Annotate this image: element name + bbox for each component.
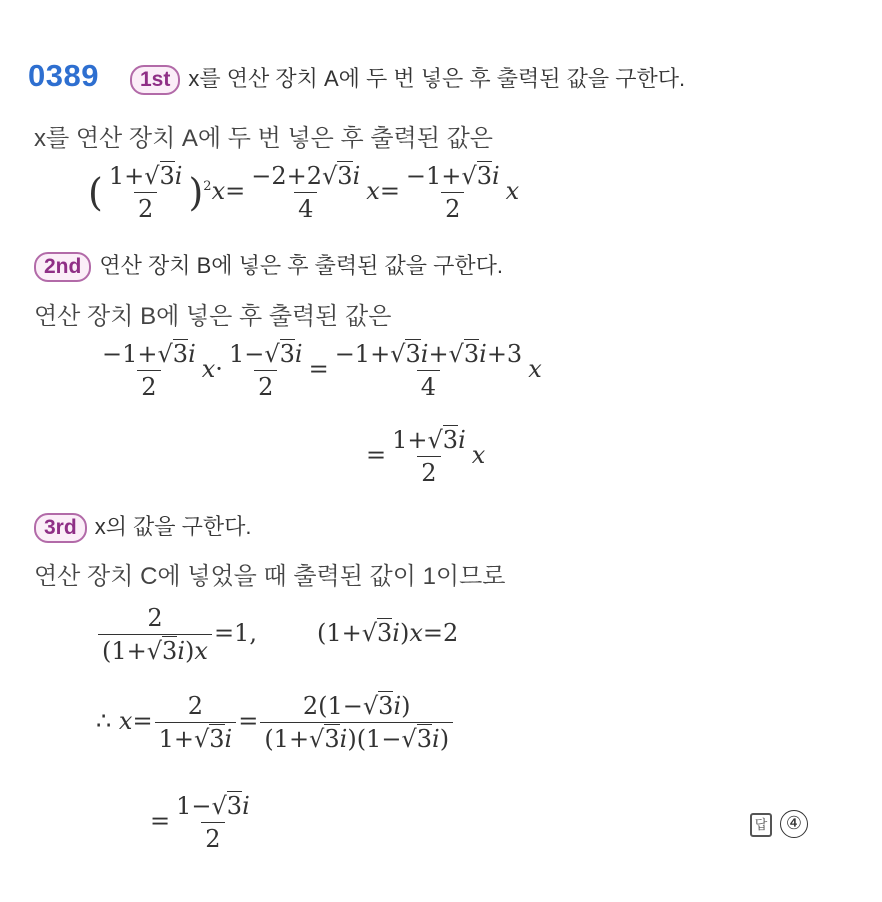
step-3-title: x의 값을 구한다.: [94, 514, 252, 539]
equation-6: = $\frac{1-√3i}{2}$: [150, 792, 250, 853]
equation-3: = $\frac{1+√3i}{2}$ x: [366, 426, 486, 487]
line-1: x를 연산 장치 A에 두 번 넣은 후 출력된 값은: [34, 125, 493, 152]
step-3-badge: 3rd: [34, 513, 87, 543]
line-3: 연산 장치 C에 넣었을 때 출력된 값이 1이므로: [34, 563, 506, 590]
answer-value: ④: [780, 810, 808, 838]
step-1-title: x를 연산 장치 A에 두 번 넣은 후 출력된 값을 구한다.: [188, 66, 686, 91]
equation-5: ∴ x= $\frac{2}{1+√3i}$ = $\frac{2(1-√3i)}{(1+√3i)(1-√3i)}$: [96, 692, 455, 753]
step-1-badge: 1st: [130, 65, 180, 95]
equation-2: $\frac{-1+√3i}{2}$ x· $\frac{1-√3i}{2}$ = $\frac{-1+√3i+√3i+3}{4}$ x: [102, 340, 542, 401]
answer: [750, 810, 808, 838]
line-2: 연산 장치 B에 넣은 후 출력된 값은: [34, 303, 392, 330]
step-1-header: [130, 62, 685, 95]
equation-4: $\frac{2}{(1+√3i)x}$ =1, (1+√3i)x=2: [96, 604, 458, 665]
step-2-header: [34, 249, 503, 282]
equation-1: ( $\frac{1+√3i}{2}$ )$^2$x= $\frac{-2+2√3i}{4}$ x= $\frac{-1+√3i}{2}$ x: [88, 162, 520, 223]
answer-icon: 답: [750, 813, 772, 837]
step-2-badge: 2nd: [34, 252, 91, 282]
problem-number: 0389: [28, 58, 99, 93]
step-3-header: [34, 510, 252, 543]
step-2-title: 연산 장치 B에 넣은 후 출력된 값을 구한다.: [99, 253, 503, 278]
